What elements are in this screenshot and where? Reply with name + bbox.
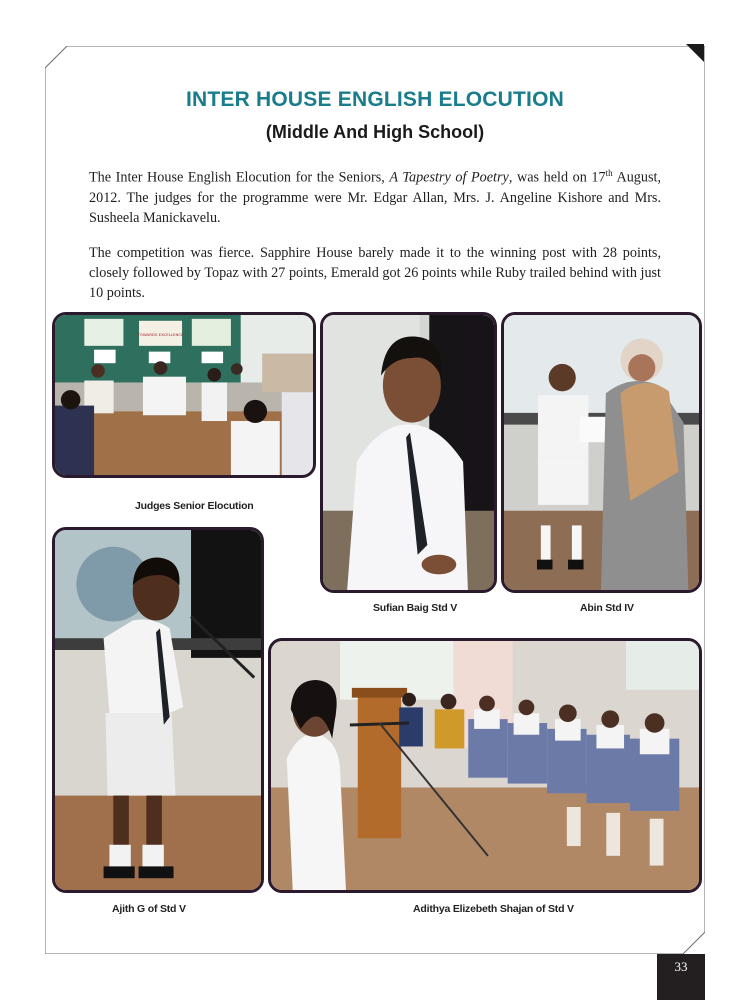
photo-sufian <box>320 312 497 593</box>
caption-judges: Judges Senior Elocution <box>135 500 254 512</box>
corner-tab-icon <box>686 44 704 62</box>
page-number: 33 <box>657 954 705 1000</box>
page-title: INTER HOUSE ENGLISH ELOCUTION <box>186 88 564 111</box>
page-subtitle: (Middle And High School) <box>265 122 485 142</box>
photo-adithya <box>268 638 702 893</box>
paragraph-event-details: The Inter House English Elocution for the Seniors, A Tapestry of Poetry, was held on 17th August, 2012. The judges for the programme were Mr. Edgar Allan, Mrs. J. Angeline Kishore and Mrs. Susheela Manickavelu. <box>89 168 661 226</box>
caption-sufian: Sufian Baig Std V <box>373 602 458 614</box>
paragraph-results: The competition was fierce. Sapphire House barely made it to the winning post with 28 points, closely followed by Topaz with 27 points, Emerald got 26 points while Ruby trailed behind with just 10 points. <box>89 245 661 301</box>
svg-text:TOWARDS EXCELLENCE: TOWARDS EXCELLENCE <box>137 332 184 338</box>
caption-abin: Abin Std IV <box>580 602 634 614</box>
photo-ajith <box>52 527 264 893</box>
caption-adithya: Adithya Elizebeth Shajan of Std V <box>413 903 574 915</box>
photo-judges <box>52 312 316 478</box>
photo-abin <box>501 312 702 593</box>
caption-ajith: Ajith G of Std V <box>112 903 186 915</box>
